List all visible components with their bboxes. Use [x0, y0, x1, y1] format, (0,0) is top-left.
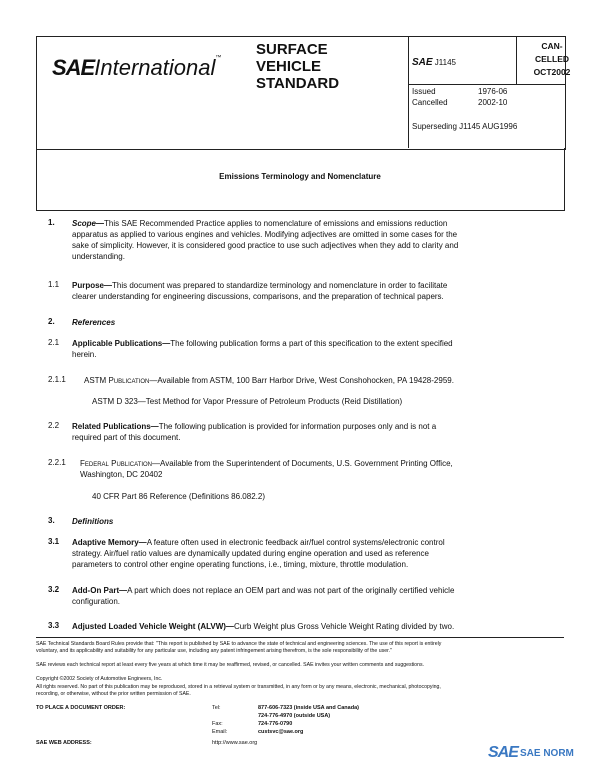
footer-rights-line-1: All rights reserved. No part of this publication may be reproduced, stored in a retrieval system or transmitted, in any form or by any means, electronic, mechanical, photocopying, [36, 684, 441, 690]
logo-trademark: ™ [215, 55, 222, 61]
tel-label: Tel: [212, 705, 221, 711]
web-label: SAE WEB ADDRESS: [36, 740, 92, 746]
header-divider-vertical [408, 36, 409, 148]
superseding-note: Superseding J1145 AUG1996 [412, 122, 518, 131]
footer-rule [36, 637, 564, 638]
section-3-2-heading: Add-On Part— [72, 586, 128, 595]
section-2-1-1-astm [84, 375, 560, 386]
cancelled-value: 2002-10 [478, 98, 508, 107]
footer-notice-1-line-1: SAE Technical Standards Board Rules provide that: "This report is published by SAE to advance the state of technical and engineering sciences. The use of this report is entirely [36, 641, 442, 647]
issued-value: 1976-06 [478, 87, 508, 96]
section-3-heading: Definitions [72, 517, 114, 526]
astm-reference: ASTM D 323—Test Method for Vapor Pressure of Petroleum Products (Reid Distillation) [92, 397, 403, 406]
section-1-1-purpose [72, 280, 560, 302]
section-3-2-line-2: configuration. [72, 597, 121, 606]
section-2-heading: References [72, 318, 116, 327]
section-3-2-line-1: A part which does not replace an OEM part and was not part of the originally certified vehicle [127, 586, 455, 595]
section-1-1-line-2: clearer understanding for engineering discussions, comparisons, and the preparation of technical papers. [72, 292, 444, 301]
footer-notice-2: SAE reviews each technical report at least every five years at which time it may be reaffirmed, revised, or cancelled. SAE invites your written comments and suggestions. [36, 662, 424, 668]
cfr-reference: 40 CFR Part 86 Reference (Definitions 86.082.2) [92, 492, 265, 501]
section-3-1-line-1: A feature often used in electronic feedback air/fuel control systems/electronic control [146, 538, 445, 547]
section-3-3-text: Curb Weight plus Gross Vehicle Weight Rating divided by two. [233, 622, 455, 631]
section-3-2-add-on-part [72, 585, 560, 607]
section-3-1-line-3: parameters to control other engine operating functions, i.e., timing, mixture, throttle modulation. [72, 560, 409, 569]
footer-copyright: Copyright ©2002 Society of Automotive Engineers, Inc. [36, 676, 163, 682]
section-2-2-line-1: The following publication is provided for information purposes only and is not a [158, 422, 437, 431]
footer-notice-1-line-2: voluntary, and its applicability and suitability for any particular use, including any patent infringement arising therefrom, is the sole responsibility of the user." [36, 648, 392, 654]
sae-norm-label: SAE NORM [520, 748, 574, 759]
cancelled-label: Cancelled [412, 98, 448, 107]
section-2-1-line-2: herein. [72, 350, 97, 359]
section-1-line-4: understanding. [72, 252, 125, 261]
section-2-2-line-2: required part of this document. [72, 433, 181, 442]
standard-line-1: SURFACE [256, 41, 328, 58]
cancelled-line-3: OCT2002 [533, 67, 571, 77]
section-2-2-number: 2.2 [48, 421, 60, 430]
web-address[interactable]: http://www.sae.org [212, 740, 258, 746]
cancelled-line-2: CELLED [535, 54, 569, 64]
section-3-number: 3. [48, 516, 55, 525]
section-3-1-adaptive-memory [72, 537, 560, 570]
section-1-line-2: apparatus as applied to various engines and vehicles. Modifying adjectives are omitted in some cases for the [72, 230, 458, 239]
section-2-number: 2. [48, 317, 55, 326]
section-3-1-heading: Adaptive Memory— [72, 538, 147, 547]
title-bottom-rule [36, 210, 565, 211]
section-2-1-1-heading: ASTM Publication [84, 376, 150, 385]
sae-norm-logo-mark: SAE [488, 744, 518, 761]
email-label: Email: [212, 729, 228, 735]
section-1-heading: Scope— [72, 219, 105, 228]
standard-line-3: STANDARD [256, 75, 340, 92]
section-2-1-line-1: The following publication forms a part of this specification to the extent specified [170, 339, 453, 348]
cancelled-line-1: CAN- [541, 41, 563, 51]
tel-inside: 877-606-7323 (inside USA and Canada) [258, 705, 359, 711]
section-2-2-heading: Related Publications— [72, 422, 159, 431]
document-number [412, 57, 456, 68]
section-3-2-number: 3.2 [48, 585, 60, 594]
section-2-1-number: 2.1 [48, 338, 60, 347]
header-divider-horizontal [408, 84, 565, 85]
section-2-2-1-federal [80, 458, 560, 480]
footer-notice-1 [36, 641, 566, 655]
logo-sae: SAE [52, 55, 95, 80]
section-2-2-1-heading: Federal Publication [80, 459, 153, 468]
section-2-2-1-line-2: Washington, DC 20402 [80, 470, 163, 479]
section-2-2-1-line-1: —Available from the Superintendent of Documents, U.S. Government Printing Office, [152, 459, 453, 468]
doc-prefix: SAE [412, 57, 433, 68]
section-3-1-line-2: strategy. Air/fuel ratio values are dynamically updated during engine operation and used as reference [72, 549, 429, 558]
tel-outside: 724-776-4970 (outside USA) [258, 713, 331, 719]
section-2-1-heading: Applicable Publications— [72, 339, 171, 348]
section-1-line-1: This SAE Recommended Practice applies to nomenclature of emissions and emissions reduction [104, 219, 448, 228]
logo-international: International [94, 55, 216, 80]
section-2-1-1-number: 2.1.1 [48, 375, 66, 384]
issued-label: Issued [412, 87, 436, 96]
section-3-3-heading: Adjusted Loaded Vehicle Weight (ALVW)— [72, 622, 234, 631]
section-1-line-3: sake of simplicity. However, it is considered good practice to use such adjectives when they add to clarity and [72, 241, 459, 250]
section-2-1-1-text: —Available from ASTM, 100 Barr Harbor Drive, West Conshohocken, PA 19428-2959. [149, 376, 454, 385]
section-3-1-number: 3.1 [48, 537, 60, 546]
section-1-number: 1. [48, 218, 55, 227]
section-1-scope [72, 218, 560, 262]
order-label: TO PLACE A DOCUMENT ORDER: [36, 705, 126, 711]
section-1-1-heading: Purpose— [72, 281, 113, 290]
section-3-3-number: 3.3 [48, 621, 60, 630]
fax-label: Fax: [212, 721, 223, 727]
document-title: Emissions Terminology and Nomenclature [219, 172, 381, 181]
sae-international-logo [52, 55, 221, 81]
section-2-2-1-number: 2.2.1 [48, 458, 66, 467]
section-1-1-number: 1.1 [48, 280, 60, 289]
section-2-1-applicable [72, 338, 560, 360]
footer-rights [36, 684, 566, 698]
doc-number-value: J1145 [434, 58, 456, 67]
fax-number: 724-776-0790 [258, 721, 293, 727]
email-address[interactable]: custsvc@sae.org [258, 729, 304, 735]
section-2-2-related [72, 421, 560, 443]
title-right-rule [564, 148, 565, 210]
footer-rights-line-2: recording, or otherwise, without the prior written permission of SAE. [36, 691, 191, 697]
section-1-1-line-1: This document was prepared to standardize terminology and nomenclature in order to facilitate [112, 281, 448, 290]
section-3-3-alvw [72, 621, 560, 632]
standard-line-2: VEHICLE [256, 58, 322, 75]
